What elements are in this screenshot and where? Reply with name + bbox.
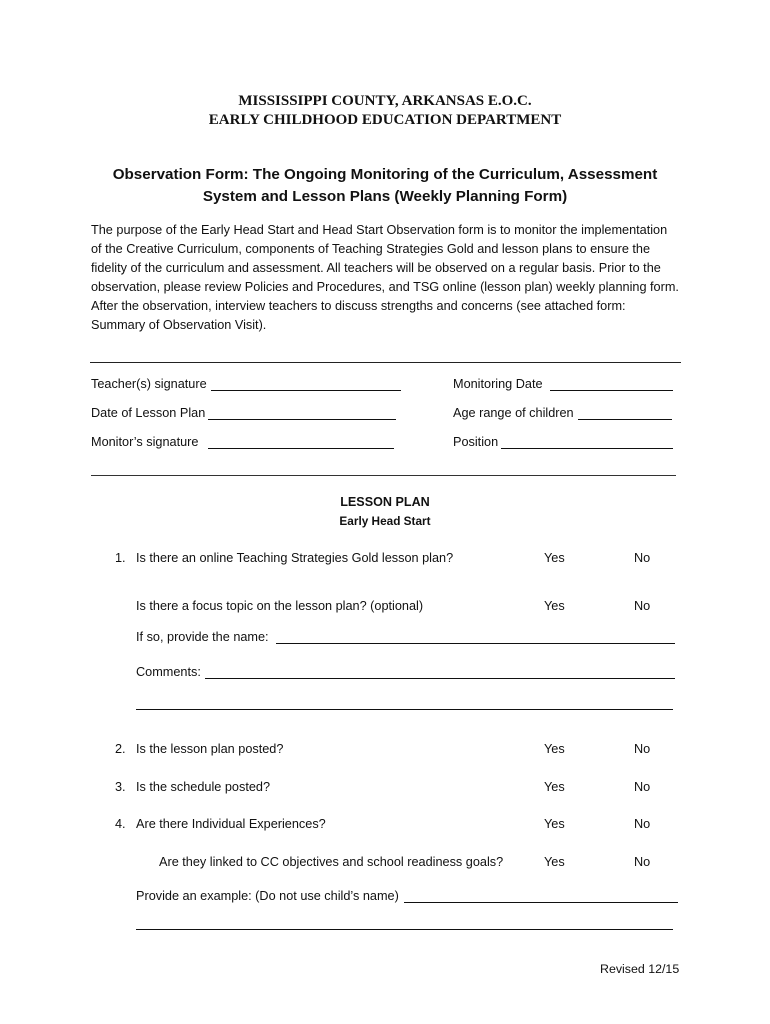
form-title-line-1: Observation Form: The Ongoing Monitoring of the Curriculum, Assessment <box>112 166 658 183</box>
lesson-plan-subheading: Early Head Start <box>339 514 431 528</box>
example-label: Provide an example: (Do not use child’s name) <box>136 889 399 903</box>
answer-yes-option[interactable]: Yes <box>544 599 565 613</box>
question-text: Is there an online Teaching Strategies Gold lesson plan? <box>136 551 454 565</box>
comments-label: Comments: <box>136 665 201 679</box>
revision-note: Revised 12/15 <box>600 962 680 976</box>
example-field[interactable] <box>404 889 678 903</box>
purpose-line: The purpose of the Early Head Start and Head Start Observation form is to monitor the implementation <box>91 223 668 237</box>
purpose-line: of the Creative Curriculum, components of Teaching Strategies Gold and lesson plans to ensure the <box>91 241 651 256</box>
comments-field[interactable] <box>205 665 675 679</box>
purpose-paragraph <box>91 221 679 334</box>
question-text: Is the lesson plan posted? <box>136 742 284 756</box>
department-heading: EARLY CHILDHOOD EDUCATION DEPARTMENT <box>208 112 562 128</box>
question-text: Is the schedule posted? <box>136 780 271 794</box>
question-text: Are there Individual Experiences? <box>136 817 326 831</box>
topic-name-label: If so, provide the name: <box>136 630 269 644</box>
section-divider <box>90 362 681 363</box>
topic-name-field[interactable] <box>276 630 675 644</box>
answer-no-option[interactable]: No <box>634 599 651 613</box>
lesson-plan-date-label: Date of Lesson Plan <box>91 406 206 420</box>
purpose-line: Summary of Observation Visit). <box>91 317 267 332</box>
purpose-line: observation, please review Policies and Procedures, and TSG online (lesson plan) weekly planning form. <box>91 279 679 294</box>
purpose-line: fidelity of the curriculum and assessment. All teachers will be observed on a regular basis. Prior to the <box>91 260 661 275</box>
comments-continuation-field[interactable] <box>136 696 673 710</box>
organization-heading: MISSISSIPPI COUNTY, ARKANSAS E.O.C. <box>238 93 532 109</box>
answer-yes-option[interactable]: Yes <box>544 855 565 869</box>
answer-no-option[interactable]: No <box>634 551 651 565</box>
answer-yes-option[interactable]: Yes <box>544 742 565 756</box>
position-field[interactable] <box>501 435 673 449</box>
monitoring-date-label: Monitoring Date <box>453 377 543 391</box>
question-number: 2. <box>115 742 126 756</box>
example-continuation-field[interactable] <box>136 916 673 930</box>
answer-no-option[interactable]: No <box>634 817 651 831</box>
fields-divider <box>91 475 676 476</box>
age-range-label: Age range of children <box>453 406 574 420</box>
purpose-line: After the observation, interview teachers to discuss strengths and concerns (see attached form: <box>91 298 626 313</box>
answer-yes-option[interactable]: Yes <box>544 780 565 794</box>
teacher-signature-field[interactable] <box>211 377 401 391</box>
lesson-plan-date-field[interactable] <box>208 406 396 420</box>
answer-yes-option[interactable]: Yes <box>544 817 565 831</box>
answer-no-option[interactable]: No <box>634 855 651 869</box>
teacher-signature-label: Teacher(s) signature <box>91 377 207 391</box>
question-number: 4. <box>115 817 126 831</box>
question-text: Are they linked to CC objectives and school readiness goals? <box>159 855 504 869</box>
lesson-plan-heading: LESSON PLAN <box>340 495 430 509</box>
answer-no-option[interactable]: No <box>634 742 651 756</box>
question-number: 3. <box>115 780 126 794</box>
monitoring-date-field[interactable] <box>550 377 673 391</box>
answer-yes-option[interactable]: Yes <box>544 551 565 565</box>
question-text: Is there a focus topic on the lesson plan? (optional) <box>136 599 424 613</box>
form-title-line-2: System and Lesson Plans (Weekly Planning Form) <box>202 188 568 205</box>
answer-no-option[interactable]: No <box>634 780 651 794</box>
question-number: 1. <box>115 551 126 565</box>
age-range-field[interactable] <box>578 406 672 420</box>
monitor-signature-field[interactable] <box>208 435 394 449</box>
position-label: Position <box>453 435 499 449</box>
monitor-signature-label: Monitor’s signature <box>91 435 199 449</box>
